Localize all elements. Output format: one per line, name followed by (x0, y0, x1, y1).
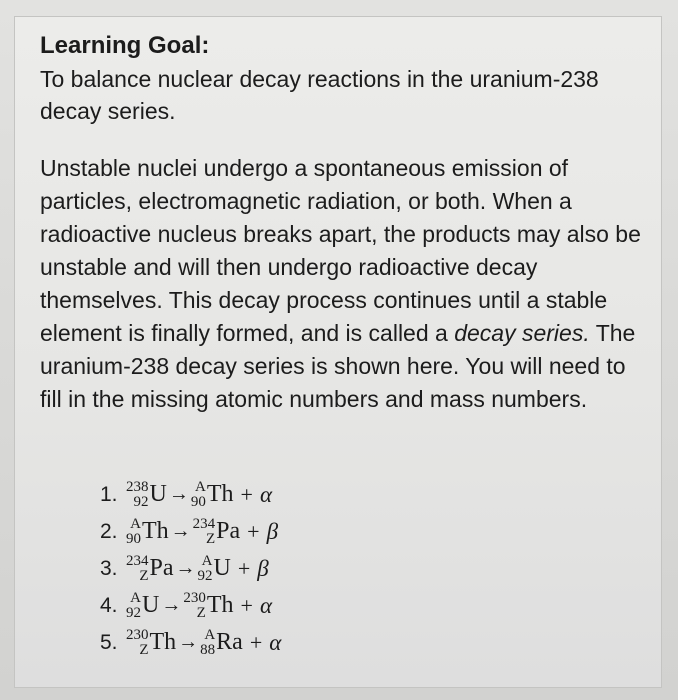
emitted-particle: α (259, 481, 273, 507)
product-nuclide (183, 591, 233, 621)
plus-sign: + (240, 481, 253, 507)
reactant-symbol: U (142, 592, 160, 618)
reaction-equation (126, 480, 272, 510)
product-atomic-number: 90 (190, 493, 206, 510)
product-nuclide (200, 628, 243, 658)
intro-text-after: The uranium-238 decay series is shown here. You will need to fill in the missing atomic numbers and mass numbers. (40, 320, 636, 412)
product-symbol: U (213, 555, 231, 581)
reactant-symbol: Th (142, 518, 169, 544)
plus-sign: + (240, 592, 253, 618)
reactant-nuclide (126, 517, 169, 547)
reactant-atomic-number: Z (139, 641, 149, 658)
reactant-symbol: U (149, 481, 167, 507)
product-nuclide (191, 480, 234, 510)
emitted-particle: α (259, 592, 273, 618)
reaction-number: 1. (100, 482, 118, 506)
product-symbol: Pa (216, 518, 241, 544)
learning-goal-text: To balance nuclear decay reactions in the uranium-238 decay series. (40, 66, 599, 124)
product-atomic-number: Z (196, 604, 206, 621)
reactant-mass-number: A (130, 589, 141, 606)
product-mass-number: 230 (183, 589, 206, 606)
intro-text-before: Unstable nuclei undergo a spontaneous emission of particles, electromagnetic radiation, or both. When a radioactive nucleus breaks apart, the products may also be unstable and will then undergo radioactive decay themselves. This decay process continues until a stable element is finally formed, and is called a (40, 155, 641, 346)
product-mass-number: A (201, 552, 213, 569)
reaction-equation (126, 517, 278, 547)
reactant-mass-number: 238 (126, 478, 149, 495)
reactant-atomic-number: 90 (126, 530, 141, 547)
reactant-mass-number: 230 (126, 626, 149, 643)
reaction-4 (100, 587, 281, 624)
reactant-atomic-number: Z (139, 567, 149, 584)
product-atomic-number: 88 (200, 641, 216, 658)
reaction-number: 4. (100, 593, 118, 617)
product-mass-number: A (195, 478, 206, 495)
reactant-atomic-number: 92 (133, 493, 149, 510)
reaction-arrow-icon: → (178, 631, 199, 653)
reactant-atomic-number: 92 (126, 604, 141, 621)
reaction-number: 5. (100, 630, 118, 654)
reaction-arrow-icon: → (161, 594, 182, 616)
plus-sign: + (237, 555, 251, 581)
reactant-symbol: Pa (149, 555, 174, 581)
reactant-nuclide (126, 480, 167, 510)
product-mass-number: 234 (192, 515, 216, 532)
reaction-equation (126, 591, 272, 621)
product-nuclide (198, 554, 231, 584)
reactant-mass-number: A (130, 515, 141, 532)
reaction-2 (100, 513, 281, 550)
intro-paragraph (40, 152, 645, 416)
product-symbol: Ra (216, 629, 243, 655)
reaction-arrow-icon: → (170, 520, 191, 542)
product-symbol: Th (206, 592, 234, 618)
emitted-particle: β (257, 555, 269, 581)
reaction-number: 2. (100, 519, 118, 543)
learning-goal-heading: Learning Goal: (40, 32, 210, 59)
reactant-nuclide (126, 628, 176, 658)
reactant-symbol: Th (149, 629, 177, 655)
reaction-equation (126, 554, 269, 584)
reaction-1 (100, 476, 281, 513)
product-atomic-number: Z (206, 530, 216, 547)
reactant-nuclide (126, 591, 159, 621)
reaction-arrow-icon: → (168, 483, 189, 505)
plus-sign: + (249, 629, 263, 655)
reaction-number: 3. (100, 556, 118, 580)
reaction-3 (100, 550, 281, 587)
reaction-arrow-icon: → (175, 557, 196, 579)
decay-series-term: decay series. (454, 320, 590, 346)
product-mass-number: A (204, 626, 216, 643)
product-nuclide (193, 517, 241, 547)
product-atomic-number: 92 (197, 567, 213, 584)
emitted-particle: β (266, 518, 279, 544)
reactant-mass-number: 234 (126, 552, 149, 569)
reaction-5 (100, 624, 281, 661)
reaction-list (100, 476, 281, 661)
reaction-equation (126, 628, 281, 658)
product-symbol: Th (206, 481, 234, 507)
plus-sign: + (247, 518, 260, 544)
reactant-nuclide (126, 554, 174, 584)
emitted-particle: α (269, 629, 282, 655)
